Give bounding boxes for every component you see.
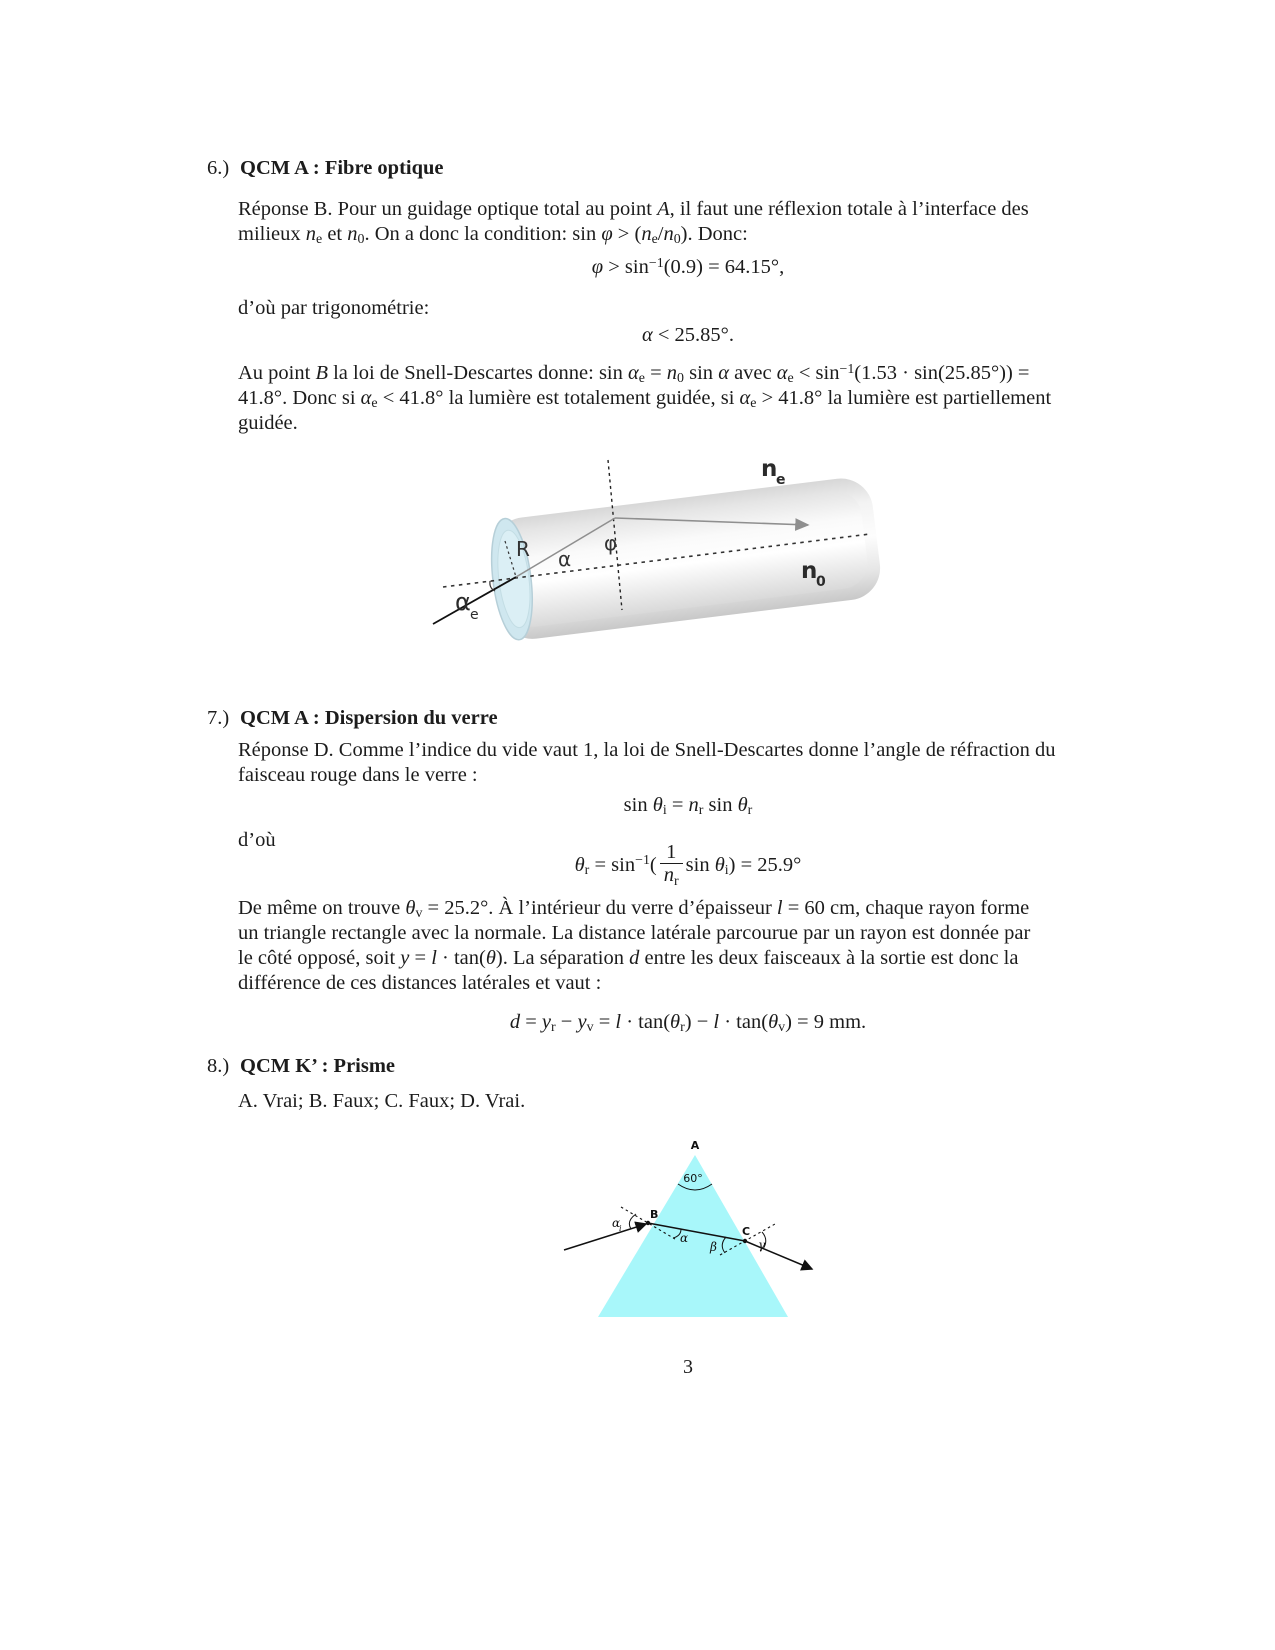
fiber-label-alpha: α [558,547,572,571]
fiber-label-ne: n [761,456,778,482]
prism-label-alpha: α [680,1231,689,1245]
fiber-label-phi: φ [604,531,618,555]
prism-label-alpha-i: α [612,1216,621,1230]
page-number: 3 [683,1356,693,1378]
equation-theta-r [238,841,1138,889]
fiber-label-R: R [516,537,530,561]
fiber-label-alpha-e-sub: e [470,607,479,623]
prism-label-gamma: γ [758,1238,766,1252]
section-8-number: 8.) [207,1055,230,1077]
prism-label-alpha-i-sub: i [619,1224,622,1233]
fiber-label-alpha-e: α [455,588,471,616]
section-6-number: 6.) [207,157,230,179]
section-6-paragraph-line: milieux $n_e$ et $n_0$. On a donc la condition: $\sin \varphi > (n_e/n_0)$. Donc: [238,223,748,248]
section-7-title: QCM A : Dispersion du verre [240,707,498,729]
prism-label-beta: β [710,1240,717,1254]
section-6-title: QCM A : Fibre optique [240,157,444,179]
section-6-paragraph-line: guidée. [238,412,298,434]
section-8-answer-line: A. Vrai; B. Faux; C. Faux; D. Vrai. [238,1090,526,1112]
fiber-optic-figure [425,438,895,643]
equation-phi-condition: $\varphi > \sin^{-1}(0.9) = 64.15^\circ$, [591,255,785,278]
section-7-paragraph-line: un triangle rectangle avec la normale. La distance latérale parcourue par un rayon est donnée par [238,922,1031,944]
section-7-paragraph-line: différence de ces distances latérales et vaut : [238,972,602,994]
prism-label-C: C [742,1225,751,1238]
equation-alpha-condition: α < 25.85°. [641,324,735,346]
section-7-number: 7.) [207,707,230,729]
section-7-paragraph-line: le côté opposé, soit y = l · tan(θ). La séparation d entre les deux faisceaux à la sortie est donc la [238,947,1019,969]
section-6-paragraph-line: 41.8°. Donc si $\alpha_e < 41.8^\circ$ la lumière est totalement guidée, si $\alpha_e > 41.8^\circ$ la lumière est partiellement [238,387,1052,412]
section-6-paragraph-line: Réponse B. Pour un guidage optique total au point A, il faut une réflexion totale à l’interface des [238,198,1029,220]
fraction-numerator: 1 [666,841,677,863]
equation-theta-r-left: $\theta_r = \sin^{-1}$( [574,853,657,879]
prism-incident-ray [564,1224,646,1250]
fiber-cylinder [486,474,884,643]
prism-label-A: A [690,1139,700,1152]
prism-figure [500,1125,860,1325]
prism-label-B: B [650,1208,659,1221]
section-8-title: QCM K’ : Prisme [240,1055,396,1077]
section-7-connector-text: d’où [238,829,276,851]
section-6-paragraph-line: Au point B la loi de Snell-Descartes donne: $\sin \alpha_e = n_0$ sin α avec $\alpha_e < \sin^{-1}(1.53 \cdot \sin(25.85^\circ))$ = [238,361,1030,387]
fraction [660,841,683,889]
section-7-paragraph-line: Réponse D. Comme l’indice du vide vaut 1, la loi de Snell-Descartes donne l’angle de réfraction du [238,739,1056,761]
fraction-denominator: $n_r$ [663,864,679,889]
equation-separation-d: $d = y_r - y_v = l \cdot \tan(\theta_r) - l \cdot \tan(\theta_v) = 9$ mm. [509,1011,867,1036]
fiber-label-n0: n [801,558,818,584]
equation-snell-law: $\sin \theta_i = n_r$ $\sin \theta_r$ [623,794,753,819]
equation-theta-r-right: $\sin \theta_i) = 25.9^\circ$ [685,853,802,879]
fiber-label-n0-sub: 0 [816,574,826,590]
prism-label-60deg: 60° [683,1172,703,1185]
section-7-paragraph-line: De même on trouve $\theta_v = 25.2^\circ$. À l’intérieur du verre d’épaisseur l = 60 cm, chaque rayon forme [238,897,1030,922]
fiber-label-ne-sub: e [776,472,786,488]
section-6-connector-text: d’où par trigonométrie: [238,297,430,319]
section-7-paragraph-line: faisceau rouge dans le verre : [238,764,478,786]
